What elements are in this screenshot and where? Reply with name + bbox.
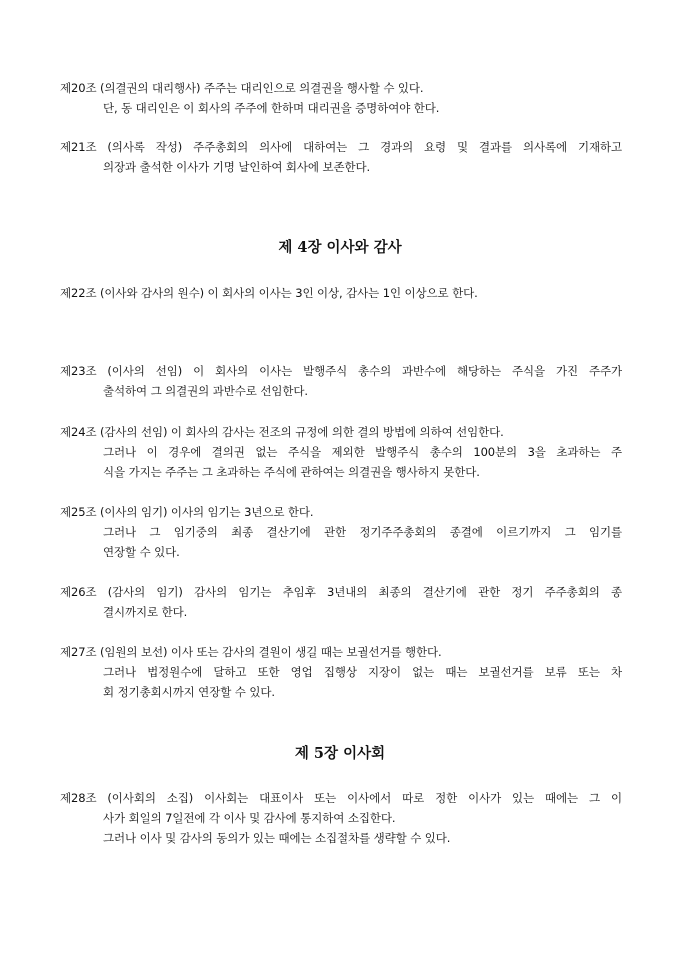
article-27-line-1: 제27조 (임원의 보선) 이사 또는 감사의 결원이 생길 때는 보궐선거를 행한다. <box>60 645 442 659</box>
article-27 <box>60 642 622 702</box>
article-21 <box>60 137 622 177</box>
article-22-line-1: 제22조 (이사와 감사의 원수) 이 회사의 이사는 3인 이상, 감사는 1인 이상으로 한다. <box>60 286 478 300</box>
chapter-5-heading: 제 5장 이사회 <box>294 745 386 762</box>
article-20-line-1: 제20조 (의결권의 대리행사) 주주는 대리인으로 의결권을 행사할 수 있다. <box>60 81 424 95</box>
article-22 <box>60 283 622 303</box>
article-25 <box>60 502 622 562</box>
article-26-line-2: 결시까지로 한다. <box>103 605 188 619</box>
article-24-line-2: 그러나 이 경우에 결의권 없는 주식을 제외한 발행주식 총수의 100분의 3을 초과하는 주 <box>103 445 622 459</box>
article-21-line-1: 제21조 (의사록 작성) 주주총회의 의사에 대하여는 그 경과의 요령 및 결과를 의사록에 기재하고 <box>60 140 622 154</box>
article-26-line-1: 제26조 (감사의 임기) 감사의 임기는 추임후 3년내의 최종의 결산기에 관한 정기 주주총회의 종 <box>60 585 622 599</box>
article-28-line-3: 그러나 이사 및 감사의 동의가 있는 때에는 소집절차를 생략할 수 있다. <box>103 831 451 845</box>
article-28 <box>60 788 622 848</box>
article-24 <box>60 422 622 482</box>
article-28-line-1: 제28조 (이사회의 소집) 이사회는 대표이사 또는 이사에서 따로 정한 이사가 있는 때에는 그 이 <box>60 791 622 805</box>
article-24-line-3: 식을 가지는 주주는 그 초과하는 주식에 관하여는 의결권을 행사하지 못한다. <box>103 465 480 479</box>
article-23-line-2: 출석하여 그 의결권의 과반수로 선임한다. <box>103 384 308 398</box>
article-25-line-2: 그러나 그 임기중의 최종 결산기에 관한 정기주주총회의 종결에 이르기까지 그 임기를 <box>103 525 622 539</box>
article-26 <box>60 582 622 622</box>
article-27-line-3: 회 정기총회시까지 연장할 수 있다. <box>103 685 275 699</box>
article-25-line-1: 제25조 (이사의 임기) 이사의 임기는 3년으로 한다. <box>60 505 314 519</box>
article-27-line-2: 그러나 법정원수에 달하고 또한 영업 집행상 지장이 없는 때는 보궐선거를 보류 또는 차 <box>103 665 622 679</box>
article-21-line-2: 의장과 출석한 이사가 기명 날인하여 회사에 보존한다. <box>103 160 371 174</box>
article-24-line-1: 제24조 (감사의 선임) 이 회사의 감사는 전조의 규정에 의한 결의 방법에 의하여 선임한다. <box>60 425 504 439</box>
article-23-line-1: 제23조 (이사의 선임) 이 회사의 이사는 발행주식 총수의 과반수에 해당하는 주식을 가진 주주가 <box>60 364 622 378</box>
article-28-line-2: 사가 회일의 7일전에 각 이사 및 감사에 통지하여 소집한다. <box>103 811 396 825</box>
article-23 <box>60 361 622 401</box>
article-20 <box>60 78 622 118</box>
article-20-line-2: 단, 동 대리인은 이 회사의 주주에 한하며 대리권을 증명하여야 한다. <box>103 101 440 115</box>
article-25-line-3: 연장할 수 있다. <box>103 545 180 559</box>
chapter-4-heading: 제 4장 이사와 감사 <box>278 239 402 256</box>
